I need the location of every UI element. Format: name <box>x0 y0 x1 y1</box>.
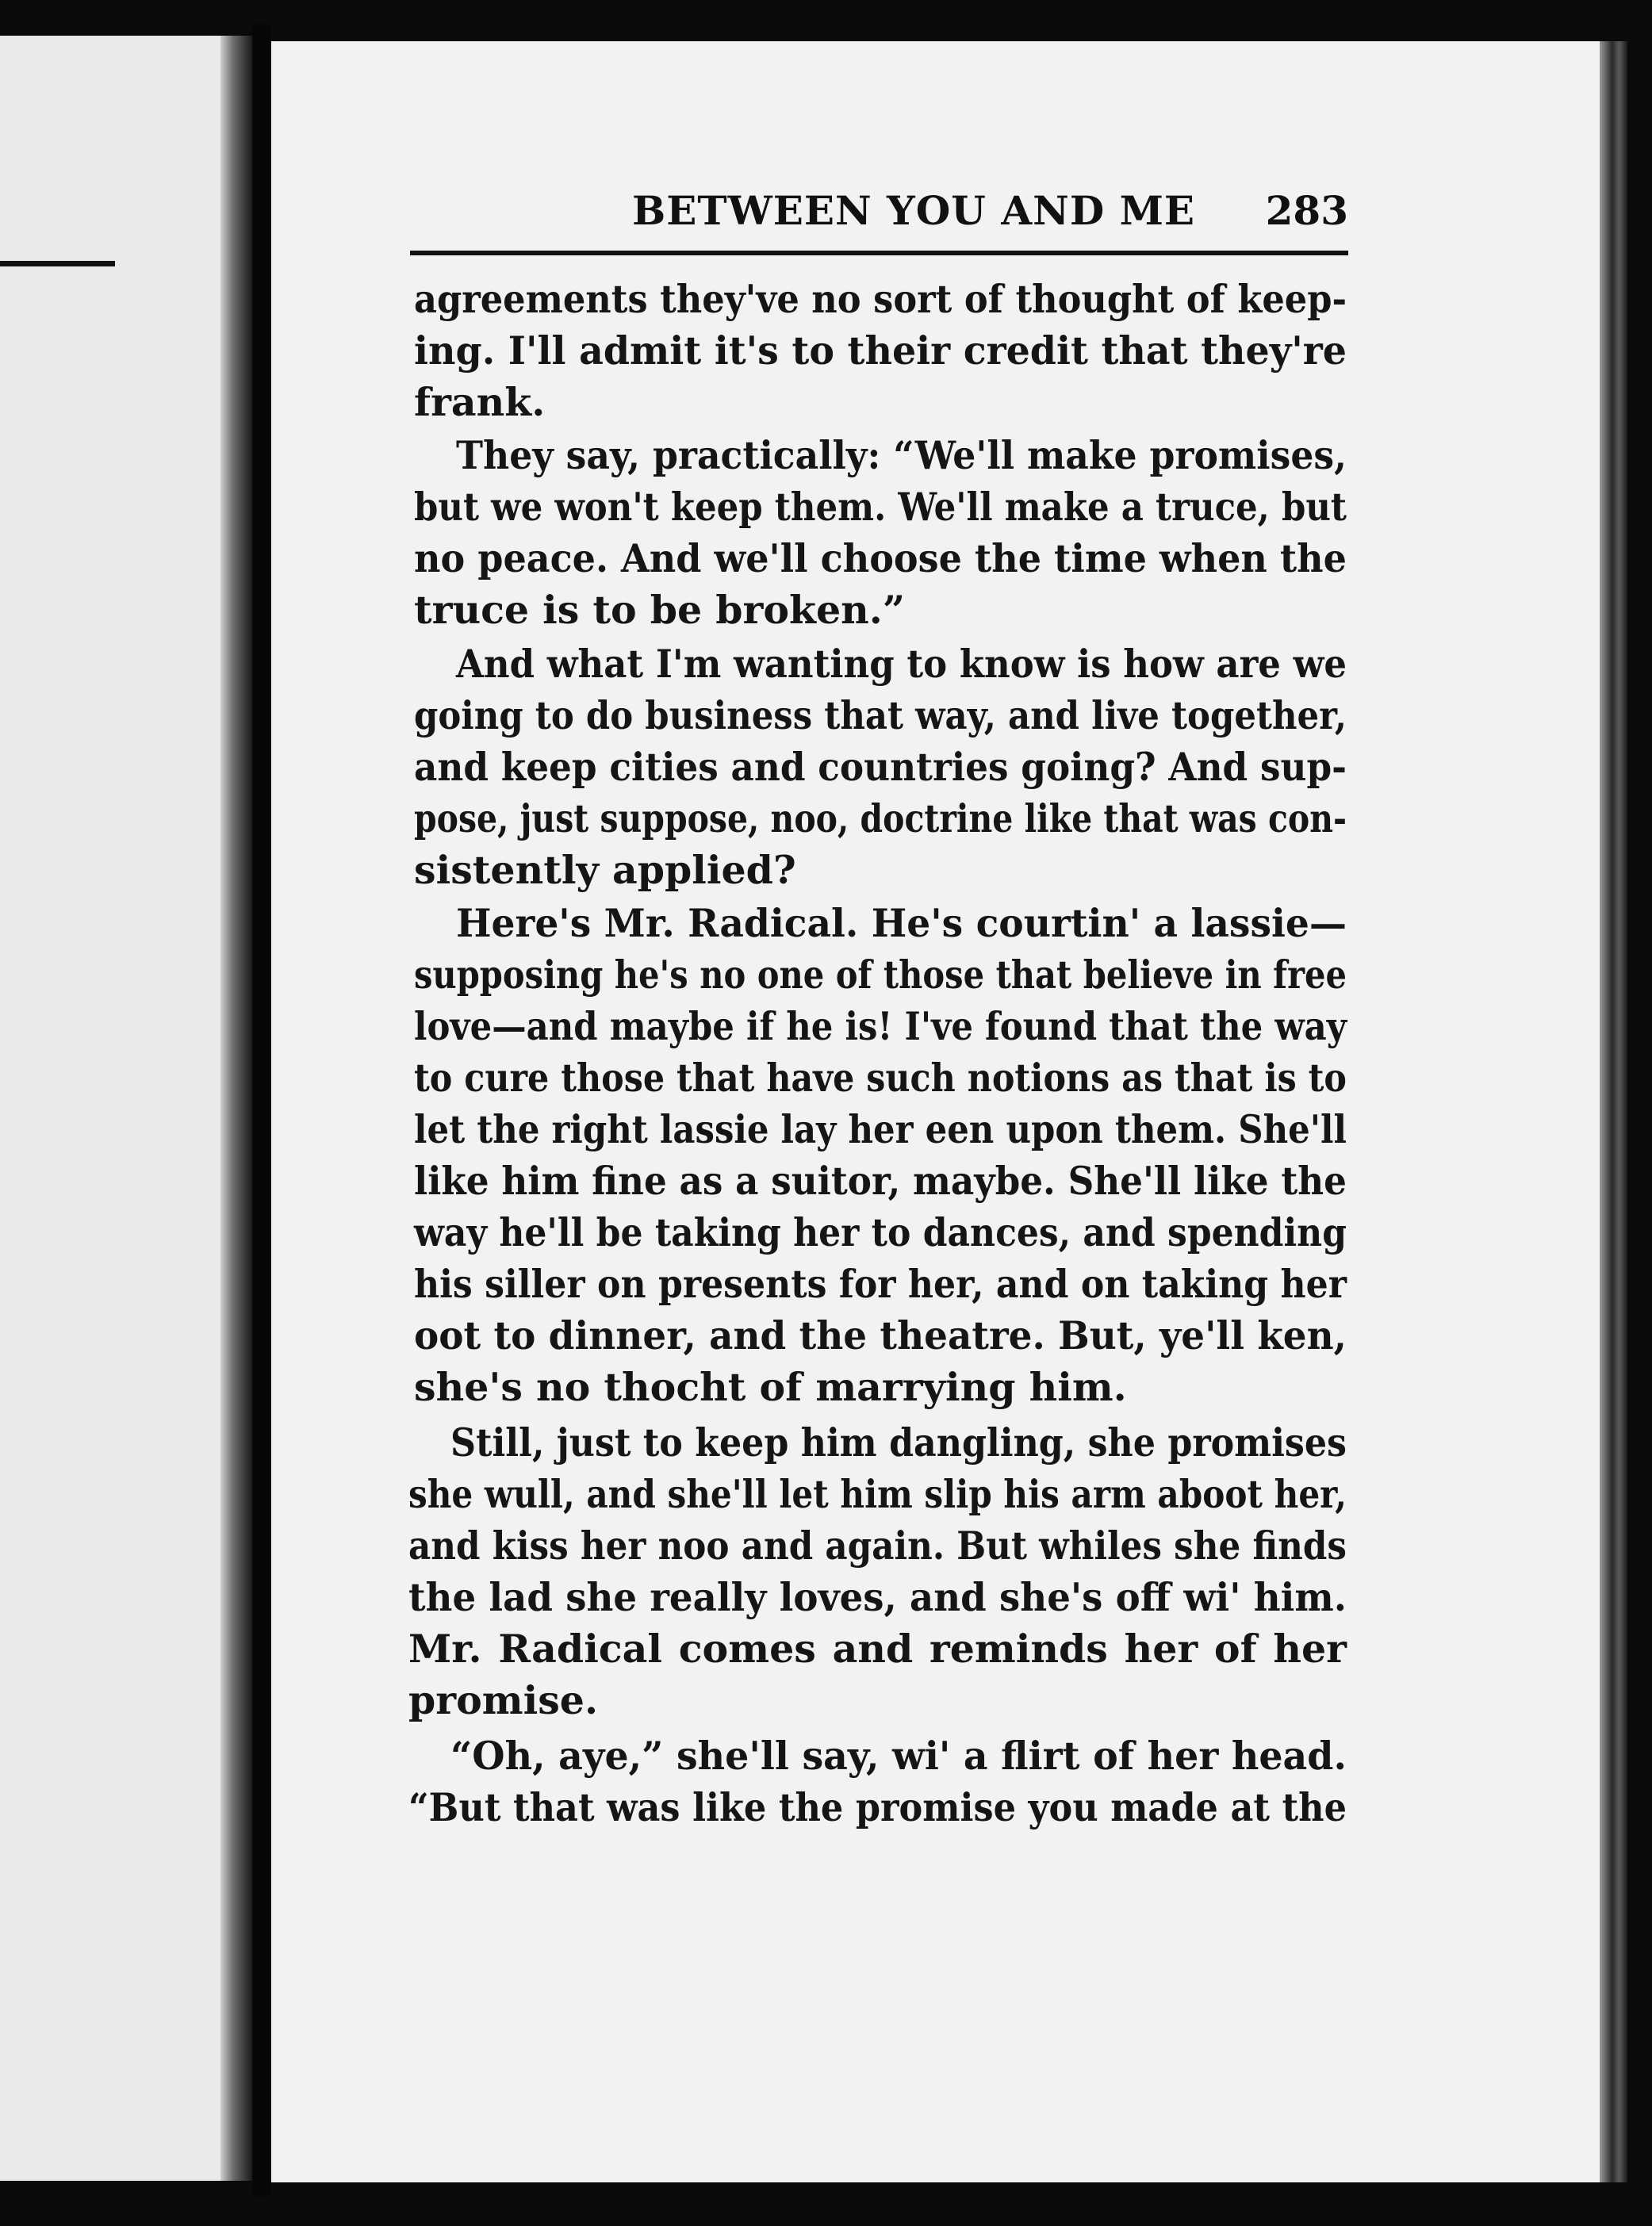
text-line: she wull, and she'll let him slip his arm aboot her, <box>408 1471 1347 1517</box>
text-line: “But that was like the promise you made at the <box>408 1784 1347 1830</box>
text-line: and keep cities and countries going? And sup- <box>414 744 1347 790</box>
page-header <box>410 187 1348 251</box>
left-page <box>0 36 252 2181</box>
text-line: way he'll be taking her to dances, and spending <box>414 1209 1347 1255</box>
text-line: the lad she really loves, and she's off wi' him. <box>408 1574 1347 1620</box>
text-line: truce is to be broken.” <box>414 587 906 633</box>
text-line: ing. I'll admit it's to their credit that they're <box>414 328 1347 374</box>
text-line: no peace. And we'll choose the time when the <box>414 535 1347 581</box>
text-line: frank. <box>414 379 546 425</box>
running-head: BETWEEN YOU AND ME <box>632 187 1196 234</box>
header-rule <box>410 251 1348 255</box>
text-line: sistently applied? <box>414 847 796 893</box>
text-line: And what I'm wanting to know is how are we <box>456 641 1347 687</box>
text-line: agreements they've no sort of thought of keep- <box>414 276 1347 322</box>
text-line: Mr. Radical comes and reminds her of her <box>408 1626 1347 1672</box>
text-line: “Oh, aye,” she'll say, wi' a flirt of her head. <box>450 1733 1347 1779</box>
text-line: his siller on presents for her, and on taking her <box>414 1261 1347 1307</box>
text-line: love—and maybe if he is! I've found that the way <box>414 1003 1347 1049</box>
text-line: They say, practically: “We'll make promises, <box>456 432 1347 478</box>
text-line: like him fine as a suitor, maybe. She'll like the <box>414 1158 1347 1204</box>
text-line: Still, just to keep him dangling, she promises <box>450 1420 1347 1465</box>
book-spine-shadow <box>220 36 252 2181</box>
text-line: she's no thocht of marrying him. <box>414 1364 1127 1410</box>
left-page-rule <box>0 261 115 266</box>
page-edge <box>1600 41 1627 2182</box>
text-line: pose, just suppose, noo, doctrine like that was con- <box>414 795 1347 841</box>
text-line: to cure those that have such notions as that is to <box>414 1055 1347 1101</box>
text-line: supposing he's no one of those that believe in free <box>414 952 1347 998</box>
text-line: going to do business that way, and live together, <box>414 692 1347 738</box>
text-line: Here's Mr. Radical. He's courtin' a lassie— <box>456 900 1347 946</box>
page-number: 283 <box>1265 187 1348 234</box>
text-line: let the right lassie lay her een upon them. She'll <box>414 1106 1347 1152</box>
book-gutter <box>252 24 271 2197</box>
text-line: oot to dinner, and the theatre. But, ye'll ken, <box>414 1312 1347 1358</box>
text-line: but we won't keep them. We'll make a truce, but <box>414 484 1347 530</box>
text-line: and kiss her noo and again. But whiles she finds <box>408 1523 1347 1569</box>
text-line: promise. <box>408 1677 599 1723</box>
